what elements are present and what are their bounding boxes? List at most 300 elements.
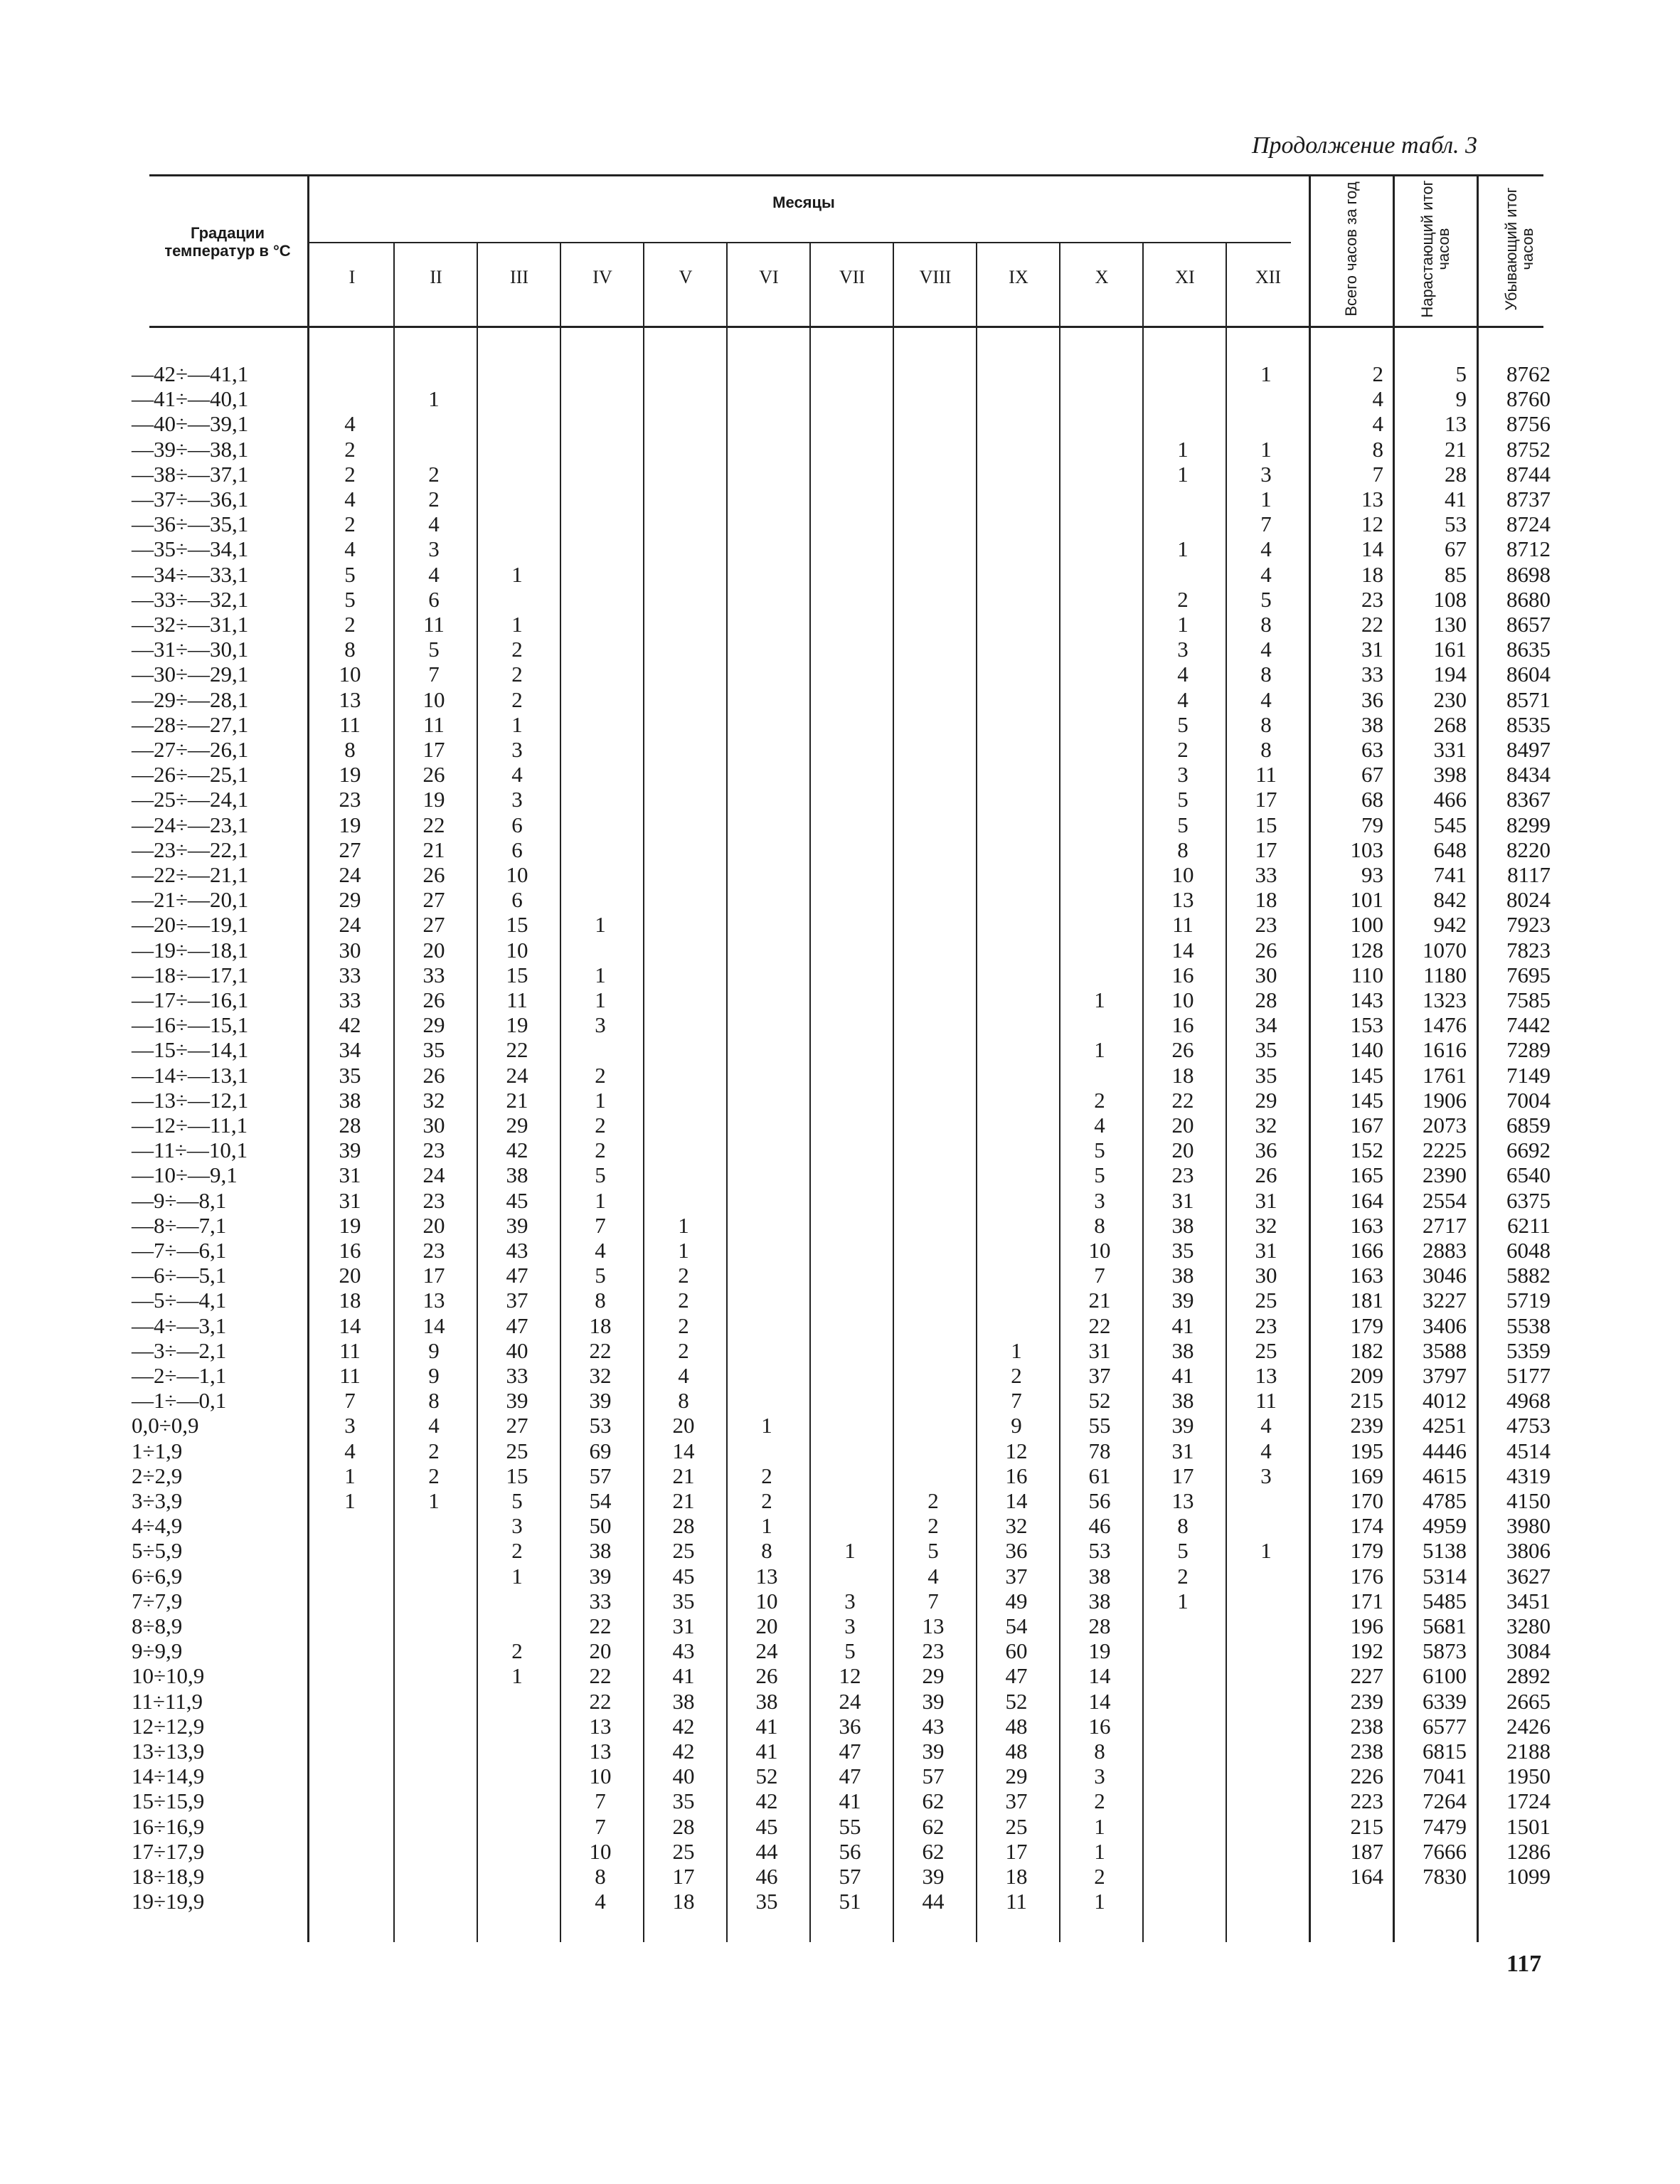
month-hours-cell: 23 [422, 1187, 445, 1213]
month-hours-cell: 14 [422, 1313, 445, 1338]
descending-hours-cell: 8434 [1506, 762, 1551, 788]
month-hours-cell: 29 [506, 1113, 528, 1138]
month-hours-cell: 41 [755, 1713, 778, 1739]
month-hours-cell: 18 [672, 1889, 695, 1914]
month-hours-cell: 4 [678, 1363, 689, 1388]
cumulative-hours-cell: 1906 [1423, 1087, 1467, 1113]
month-hours-cell: 3 [1094, 1764, 1105, 1789]
month-hours-cell: 5 [1177, 812, 1189, 837]
month-hours-cell: 13 [589, 1739, 612, 1764]
temperature-range: —8÷—7,1 [132, 1212, 227, 1238]
month-hours-cell: 11 [506, 987, 528, 1012]
descending-hours-cell: 5359 [1506, 1337, 1551, 1363]
month-hours-cell: 2 [344, 612, 356, 637]
month-header-6: VI [759, 267, 779, 287]
temperature-range: —37÷—36,1 [132, 487, 249, 511]
cumulative-hours-cell: 5314 [1423, 1563, 1467, 1589]
month-hours-cell: 8 [344, 637, 356, 662]
temperature-range: 3÷3,9 [132, 1488, 183, 1513]
month-hours-cell: 8 [1260, 662, 1272, 687]
month-hours-cell: 41 [1171, 1363, 1194, 1388]
month-hours-cell: 30 [1255, 1263, 1277, 1288]
cumulative-hours-cell: 7479 [1423, 1813, 1467, 1839]
month-hours-cell: 2 [511, 1538, 523, 1564]
month-hours-cell: 34 [339, 1037, 361, 1063]
total-hours-cell: 36 [1361, 687, 1383, 712]
month-hours-cell: 2 [344, 461, 356, 487]
month-hours-cell: 22 [589, 1613, 612, 1638]
month-hours-cell: 11 [423, 612, 445, 637]
month-hours-cell: 56 [1088, 1488, 1111, 1513]
descending-hours-cell: 8535 [1506, 711, 1551, 737]
month-hours-cell: 11 [1255, 1388, 1277, 1414]
total-hours-cell: 171 [1350, 1588, 1383, 1613]
cumulative-hours-cell: 466 [1433, 787, 1467, 812]
cumulative-hours-cell: 161 [1433, 637, 1467, 662]
month-hours-cell: 24 [339, 862, 361, 887]
month-hours-cell: 14 [672, 1438, 695, 1463]
month-hours-cell: 2 [761, 1488, 772, 1513]
month-hours-cell: 17 [422, 1263, 445, 1288]
month-hours-cell: 2 [927, 1513, 939, 1539]
temperature-range: —34÷—33,1 [132, 561, 249, 587]
month-hours-cell: 14 [1088, 1663, 1111, 1689]
month-hours-cell: 19 [339, 1212, 361, 1238]
descending-hours-cell: 8724 [1506, 511, 1551, 537]
total-hours-cell: 215 [1350, 1813, 1383, 1839]
month-hours-cell: 48 [1005, 1739, 1028, 1764]
col-rule [1477, 174, 1479, 1942]
month-hours-cell: 13 [339, 687, 361, 712]
total-hours-cell: 209 [1350, 1363, 1383, 1388]
total-hours-cell: 195 [1350, 1438, 1383, 1463]
month-hours-cell: 30 [422, 1113, 445, 1138]
descending-hours-cell: 6048 [1506, 1238, 1551, 1263]
month-hours-cell: 14 [1088, 1688, 1111, 1714]
month-hours-cell: 32 [1005, 1513, 1028, 1539]
total-hours-cell: 215 [1350, 1388, 1383, 1414]
temperature-range: —14÷—13,1 [132, 1062, 249, 1088]
temperature-range: —39÷—38,1 [132, 436, 249, 462]
temperature-range: 6÷6,9 [132, 1563, 183, 1589]
month-hours-cell: 8 [344, 737, 356, 762]
month-hours-cell: 5 [1094, 1162, 1105, 1188]
descending-hours-cell: 8117 [1507, 862, 1551, 887]
month-hours-cell: 17 [1255, 837, 1277, 862]
month-hours-cell: 32 [422, 1087, 445, 1113]
col-rule [307, 174, 309, 1942]
month-hours-cell: 3 [1094, 1187, 1105, 1213]
month-hours-cell: 2 [511, 687, 523, 712]
descending-hours-cell: 7004 [1506, 1087, 1551, 1113]
cumulative-hours-cell: 53 [1445, 511, 1467, 537]
month-hours-cell: 4 [1260, 1413, 1272, 1438]
month-hours-cell: 1 [428, 386, 440, 412]
cumulative-hours-cell: 4251 [1423, 1413, 1467, 1438]
descending-hours-cell: 8712 [1506, 536, 1551, 562]
month-hours-cell: 10 [1171, 862, 1194, 887]
month-hours-cell: 37 [1088, 1363, 1111, 1388]
month-hours-cell: 40 [672, 1764, 695, 1789]
month-header-5: V [679, 267, 693, 287]
temperature-range: —23÷—22,1 [132, 837, 249, 862]
month-hours-cell: 10 [589, 1838, 612, 1864]
cumulative-hours-cell: 2883 [1423, 1238, 1467, 1263]
month-hours-cell: 8 [595, 1864, 606, 1889]
total-hours-cell: 223 [1350, 1788, 1383, 1814]
month-hours-cell: 4 [1094, 1113, 1105, 1138]
month-hours-cell: 56 [839, 1838, 861, 1864]
descending-hours-cell: 8571 [1506, 687, 1551, 712]
month-hours-cell: 17 [672, 1864, 695, 1889]
cumulative-hours-cell: 7830 [1423, 1864, 1467, 1889]
temperature-range: —31÷—30,1 [132, 637, 249, 662]
month-hours-cell: 38 [755, 1688, 778, 1714]
month-hours-cell: 14 [1005, 1488, 1028, 1513]
month-hours-cell: 16 [1171, 962, 1194, 987]
descending-hours-cell: 4514 [1506, 1438, 1551, 1463]
descending-hours-cell: 2892 [1506, 1663, 1551, 1689]
month-hours-cell: 10 [1088, 1238, 1111, 1263]
month-hours-cell: 28 [1255, 987, 1277, 1012]
month-hours-cell: 8 [1177, 1513, 1189, 1539]
temperature-range: 12÷12,9 [132, 1713, 205, 1739]
month-hours-cell: 1 [1094, 1838, 1105, 1864]
month-hours-cell: 39 [506, 1388, 528, 1414]
month-hours-cell: 55 [1088, 1413, 1111, 1438]
month-hours-cell: 53 [589, 1413, 612, 1438]
total-hours-cell: 196 [1350, 1613, 1383, 1638]
month-hours-cell: 1 [844, 1538, 856, 1564]
month-hours-cell: 2 [428, 1438, 440, 1463]
month-hours-cell: 52 [1088, 1388, 1111, 1414]
month-hours-cell: 36 [1005, 1538, 1028, 1564]
month-hours-cell: 57 [589, 1463, 612, 1488]
month-hours-cell: 60 [1005, 1638, 1028, 1664]
month-hours-cell: 2 [678, 1263, 689, 1288]
cumulative-hours-cell: 2073 [1423, 1113, 1467, 1138]
month-hours-cell: 19 [422, 787, 445, 812]
month-hours-cell: 39 [589, 1563, 612, 1589]
month-hours-cell: 1 [1094, 1813, 1105, 1839]
month-hours-cell: 49 [1005, 1588, 1028, 1613]
descending-hours-cell: 8657 [1506, 612, 1551, 637]
temperature-range: —16÷—15,1 [132, 1012, 249, 1038]
month-hours-cell: 18 [1005, 1864, 1028, 1889]
temperature-range: —18÷—17,1 [132, 962, 249, 987]
month-hours-cell: 39 [339, 1138, 361, 1163]
month-hours-cell: 20 [672, 1413, 695, 1438]
month-hours-cell: 8 [428, 1388, 440, 1414]
month-hours-cell: 10 [339, 662, 361, 687]
cumulative-hours-cell: 5485 [1423, 1588, 1467, 1613]
month-hours-cell: 1 [595, 1187, 606, 1213]
cumulative-hours-cell: 331 [1433, 737, 1467, 762]
total-hours-cell: 239 [1350, 1688, 1383, 1714]
temperature-range: —12÷—11,1 [132, 1113, 248, 1138]
month-hours-cell: 1 [511, 561, 523, 587]
descending-hours-cell: 6375 [1506, 1187, 1551, 1213]
month-hours-cell: 1 [1177, 436, 1189, 462]
total-hours-cell: 174 [1350, 1513, 1383, 1539]
total-hours-cell: 164 [1350, 1864, 1383, 1889]
cumulative-hours-cell: 398 [1433, 762, 1467, 788]
month-hours-cell: 10 [755, 1588, 778, 1613]
month-hours-cell: 26 [422, 987, 445, 1012]
total-hours-cell: 181 [1350, 1288, 1383, 1313]
month-hours-cell: 52 [1005, 1688, 1028, 1714]
month-hours-cell: 2 [344, 511, 356, 537]
cumulative-hours-cell: 1180 [1423, 962, 1467, 987]
cumulative-hours-cell: 5873 [1423, 1638, 1467, 1664]
month-hours-cell: 8 [1094, 1212, 1105, 1238]
month-hours-cell: 26 [1171, 1037, 1194, 1063]
cumulative-hours-cell: 6339 [1423, 1688, 1467, 1714]
month-hours-cell: 25 [506, 1438, 528, 1463]
temperature-range: —33÷—32,1 [132, 586, 249, 612]
month-hours-cell: 4 [1177, 662, 1189, 687]
month-hours-cell: 32 [589, 1363, 612, 1388]
month-hours-cell: 10 [589, 1764, 612, 1789]
total-hours-cell: 182 [1350, 1337, 1383, 1363]
month-hours-cell: 9 [1011, 1413, 1022, 1438]
descending-hours-cell: 8024 [1506, 887, 1551, 913]
month-hours-cell: 2 [678, 1288, 689, 1313]
month-hours-cell: 37 [1005, 1788, 1028, 1814]
month-hours-cell: 47 [1005, 1663, 1028, 1689]
month-hours-cell: 1 [511, 612, 523, 637]
month-hours-cell: 1 [1260, 1538, 1272, 1564]
temperature-range: 4÷4,9 [132, 1513, 183, 1539]
month-hours-cell: 1 [678, 1212, 689, 1238]
month-hours-cell: 4 [1260, 1438, 1272, 1463]
descending-hours-cell: 8737 [1506, 487, 1551, 511]
month-hours-cell: 12 [839, 1663, 861, 1689]
month-hours-cell: 2 [428, 461, 440, 487]
temperature-range: 18÷18,9 [132, 1864, 205, 1889]
month-hours-cell: 46 [755, 1864, 778, 1889]
temperature-range: —41÷—40,1 [132, 386, 249, 412]
total-hours-cell: 12 [1361, 511, 1383, 537]
month-hours-cell: 5 [595, 1263, 606, 1288]
month-hours-cell: 39 [589, 1388, 612, 1414]
month-hours-cell: 26 [1255, 937, 1277, 963]
month-hours-cell: 14 [1171, 937, 1194, 963]
month-hours-cell: 27 [506, 1413, 528, 1438]
month-hours-cell: 35 [422, 1037, 445, 1063]
month-hours-cell: 37 [506, 1288, 528, 1313]
total-hours-cell: 192 [1350, 1638, 1383, 1664]
month-hours-cell: 2 [1011, 1363, 1022, 1388]
month-hours-cell: 11 [1006, 1889, 1027, 1914]
month-hours-cell: 2 [761, 1463, 772, 1488]
cumulative-hours-cell: 2390 [1423, 1162, 1467, 1188]
total-hours-cell: 179 [1350, 1313, 1383, 1338]
cumulative-hours-cell: 1070 [1423, 937, 1467, 963]
cumulative-hours-cell: 3227 [1423, 1288, 1467, 1313]
month-hours-cell: 26 [422, 762, 445, 788]
temperature-range: —6÷—5,1 [132, 1263, 227, 1288]
month-hours-cell: 42 [506, 1138, 528, 1163]
month-hours-cell: 26 [755, 1663, 778, 1689]
month-hours-cell: 32 [1255, 1212, 1277, 1238]
month-hours-cell: 2 [595, 1062, 606, 1088]
month-hours-cell: 38 [506, 1162, 528, 1188]
month-hours-cell: 4 [428, 1413, 440, 1438]
month-hours-cell: 3 [595, 1012, 606, 1038]
month-hours-cell: 29 [422, 1012, 445, 1038]
month-hours-cell: 8 [761, 1538, 772, 1564]
month-hours-cell: 4 [1260, 536, 1272, 562]
month-hours-cell: 6 [511, 837, 523, 862]
month-hours-cell: 15 [506, 912, 528, 938]
descending-hours-cell: 1950 [1506, 1764, 1551, 1789]
total-hours-cell: 4 [1372, 386, 1383, 412]
month-hours-cell: 44 [922, 1889, 945, 1914]
month-hours-cell: 38 [339, 1087, 361, 1113]
temperature-range: 0,0÷0,9 [132, 1413, 199, 1438]
total-hours-cell: 179 [1350, 1538, 1383, 1564]
temperature-range: —30÷—29,1 [132, 662, 249, 687]
month-hours-cell: 31 [1255, 1187, 1277, 1213]
total-hours-cell: 238 [1350, 1739, 1383, 1764]
month-hours-cell: 13 [1171, 1488, 1194, 1513]
month-hours-cell: 25 [672, 1538, 695, 1564]
month-hours-cell: 22 [422, 812, 445, 837]
total-hours-cell: 8 [1372, 436, 1383, 462]
month-hours-cell: 13 [922, 1613, 945, 1638]
month-hours-cell: 16 [339, 1238, 361, 1263]
month-hours-cell: 3 [1177, 637, 1189, 662]
month-hours-cell: 28 [672, 1813, 695, 1839]
month-hours-cell: 25 [1255, 1337, 1277, 1363]
total-hours-cell: 100 [1350, 912, 1383, 938]
temperature-range: —3÷—2,1 [132, 1337, 227, 1363]
month-hours-cell: 4 [1177, 687, 1189, 712]
descending-hours-cell: 8635 [1506, 637, 1551, 662]
month-hours-cell: 2 [511, 1638, 523, 1664]
month-hours-cell: 31 [1088, 1337, 1111, 1363]
month-hours-cell: 3 [1177, 762, 1189, 788]
month-hours-cell: 1 [511, 711, 523, 737]
month-hours-cell: 27 [422, 912, 445, 938]
month-hours-cell: 45 [755, 1813, 778, 1839]
month-hours-cell: 8 [1260, 737, 1272, 762]
month-hours-cell: 7 [595, 1813, 606, 1839]
total-hours-cell: 163 [1350, 1212, 1383, 1238]
temperature-range: 17÷17,9 [132, 1838, 205, 1864]
descending-hours-cell: 6692 [1506, 1138, 1551, 1163]
month-hours-cell: 2 [1177, 586, 1189, 612]
descending-hours-cell: 2665 [1506, 1688, 1551, 1714]
table-caption: Продолжение табл. 3 [1252, 132, 1478, 159]
temperature-range: —40÷—39,1 [132, 411, 249, 437]
month-hours-cell: 2 [428, 1463, 440, 1488]
total-hours-cell: 14 [1361, 536, 1383, 562]
total-hours-cell: 238 [1350, 1713, 1383, 1739]
month-hours-cell: 1 [1260, 487, 1272, 511]
temperature-range: 7÷7,9 [132, 1588, 183, 1613]
month-hours-cell: 35 [1255, 1062, 1277, 1088]
month-hours-cell: 5 [1094, 1138, 1105, 1163]
month-hours-cell: 16 [1088, 1713, 1111, 1739]
month-hours-cell: 31 [1171, 1438, 1194, 1463]
total-hours-cell: 140 [1350, 1037, 1383, 1063]
month-hours-cell: 38 [1088, 1563, 1111, 1589]
month-hours-cell: 3 [1260, 1463, 1272, 1488]
total-hours-cell: 31 [1361, 637, 1383, 662]
month-hours-cell: 4 [344, 487, 356, 511]
descending-hours-cell: 7442 [1506, 1012, 1551, 1038]
col-rule [1309, 174, 1311, 1942]
month-hours-cell: 4 [595, 1238, 606, 1263]
month-hours-cell: 13 [755, 1563, 778, 1589]
month-hours-cell: 2 [1094, 1864, 1105, 1889]
month-hours-cell: 19 [339, 812, 361, 837]
month-hours-cell: 3 [1260, 461, 1272, 487]
month-hours-cell: 21 [422, 837, 445, 862]
month-hours-cell: 62 [922, 1788, 945, 1814]
month-hours-cell: 1 [511, 1663, 523, 1689]
cumulative-hours-cell: 21 [1445, 436, 1467, 462]
month-hours-cell: 16 [1171, 1012, 1194, 1038]
month-hours-cell: 42 [672, 1739, 695, 1764]
month-header-12: XII [1255, 267, 1282, 287]
month-hours-cell: 47 [506, 1263, 528, 1288]
cumulative-hours-cell: 230 [1433, 687, 1467, 712]
month-hours-cell: 22 [589, 1663, 612, 1689]
month-hours-cell: 57 [922, 1764, 945, 1789]
month-hours-cell: 31 [339, 1187, 361, 1213]
month-hours-cell: 39 [1171, 1288, 1194, 1313]
month-hours-cell: 23 [1255, 912, 1277, 938]
cumulative-hours-cell: 545 [1433, 812, 1467, 837]
descending-hours-cell: 8744 [1506, 461, 1551, 487]
month-hours-cell: 1 [678, 1238, 689, 1263]
month-hours-cell: 1 [428, 1488, 440, 1513]
cumulative-hours-cell: 5681 [1423, 1613, 1467, 1638]
cumulative-hours-cell: 3588 [1423, 1337, 1467, 1363]
month-hours-cell: 46 [1088, 1513, 1111, 1539]
month-hours-cell: 5 [344, 561, 356, 587]
total-hours-cell: 18 [1361, 561, 1383, 587]
descending-hours-cell: 8760 [1506, 386, 1551, 412]
month-hours-cell: 4 [1260, 637, 1272, 662]
month-header-10: X [1095, 267, 1109, 287]
total-hours-cell: 153 [1350, 1012, 1383, 1038]
cumulative-hours-cell: 6815 [1423, 1739, 1467, 1764]
month-hours-cell: 25 [672, 1838, 695, 1864]
temperature-range: —9÷—8,1 [132, 1187, 227, 1213]
month-hours-cell: 5 [1260, 586, 1272, 612]
month-hours-cell: 22 [589, 1688, 612, 1714]
month-hours-cell: 42 [755, 1788, 778, 1814]
month-hours-cell: 2 [511, 662, 523, 687]
temperature-range: —22÷—21,1 [132, 862, 249, 887]
month-hours-cell: 44 [755, 1838, 778, 1864]
month-hours-cell: 20 [1171, 1138, 1194, 1163]
month-hours-cell: 6 [428, 586, 440, 612]
month-hours-cell: 1 [595, 1087, 606, 1113]
total-hours-cell: 167 [1350, 1113, 1383, 1138]
month-hours-cell: 4 [344, 411, 356, 437]
month-hours-cell: 5 [1177, 1538, 1189, 1564]
month-hours-cell: 8 [678, 1388, 689, 1414]
month-hours-cell: 3 [511, 1513, 523, 1539]
month-hours-cell: 5 [1177, 787, 1189, 812]
temperature-range: 19÷19,9 [132, 1889, 205, 1914]
month-hours-cell: 38 [1171, 1212, 1194, 1238]
